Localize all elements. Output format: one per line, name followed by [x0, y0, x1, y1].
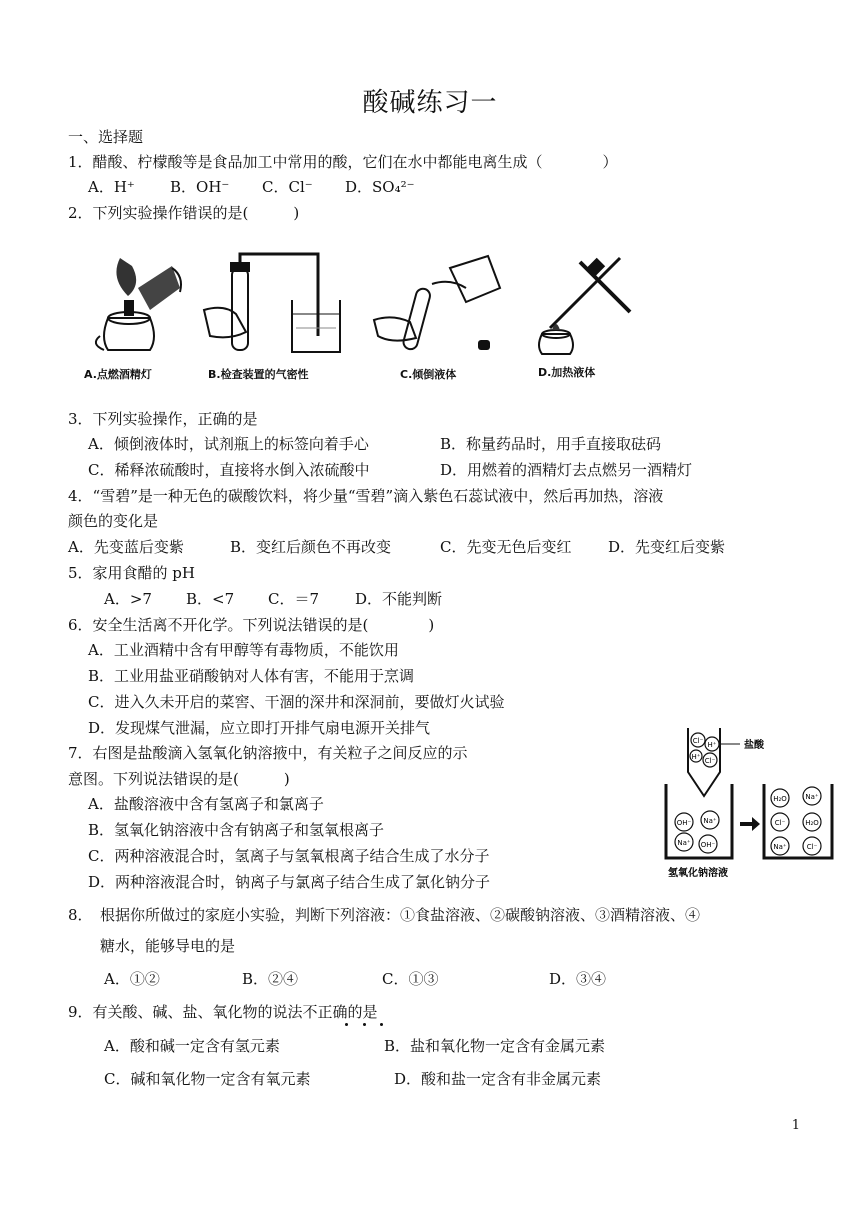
- neutralization-diagram: [660, 724, 840, 884]
- emphasis-dot: [345, 1023, 348, 1026]
- q4-option-b: B．变红后颜色不再改变: [230, 538, 392, 556]
- q5-option-c: C．＝7: [268, 590, 320, 608]
- q4-stem-line1: 4．“雪碧”是一种无色的碳酸饮料，将少量“雪碧”滴入紫色石蕊试液中，然后再加热，溶液: [68, 487, 664, 505]
- dropper-ion-1: Cl⁻: [692, 737, 704, 745]
- q2-stem: 2．下列实验操作错误的是( ): [68, 204, 300, 222]
- product-2: Na⁺: [805, 793, 819, 801]
- base-ion-4: OH⁻: [700, 841, 716, 849]
- product-6: Cl⁻: [806, 843, 818, 851]
- q1-option-b: B．OH⁻: [170, 178, 230, 196]
- lamp-lighting-illustration: [80, 248, 190, 363]
- product-4: H₂O: [805, 819, 819, 827]
- q1-stem: 1．醋酸、柠檬酸等是食品加工中常用的酸，它们在水中都能电离生成（ ）: [68, 153, 618, 171]
- q8-option-c: C．①③: [382, 970, 439, 988]
- base-label: 氢氧化钠溶液: [668, 868, 728, 879]
- q6-option-a: A．工业酒精中含有甲醇等有毒物质，不能饮用: [88, 641, 399, 659]
- q7-option-c: C．两种溶液混合时，氢离子与氢氧根离子结合生成了水分子: [88, 847, 490, 865]
- q9-option-a: A．酸和碱一定含有氢元素: [104, 1037, 280, 1055]
- emphasis-dot: [380, 1023, 383, 1026]
- pouring-liquid-illustration: [370, 248, 510, 363]
- q7-stem-line1: 7．右图是盐酸滴入氢氧化钠溶掖中，有关粒子之间反应的示: [68, 744, 468, 762]
- dropper-ion-3: H⁺: [691, 753, 701, 761]
- airtightness-check-illustration: [200, 248, 360, 363]
- base-ion-3: Na⁺: [677, 839, 691, 847]
- q5-stem: 5．家用食醋的 pH: [68, 564, 195, 582]
- q8-option-b: B．②④: [242, 970, 299, 988]
- q5-option-d: D．不能判断: [355, 590, 443, 608]
- q4-option-c: C．先变无色后变红: [440, 538, 572, 556]
- dropper-ion-4: Cl⁻: [704, 757, 716, 765]
- q1-option-d: D．SO₄²⁻: [345, 178, 415, 196]
- q8-stem-line2: 糖水，能够导电的是: [100, 937, 236, 955]
- q2-caption-c: C.倾倒液体: [400, 368, 457, 381]
- product-5: Na⁺: [773, 843, 787, 851]
- q7-option-d: D．两种溶液混合时，钠离子与氯离子结合生成了氯化钠分子: [88, 873, 491, 891]
- q3-option-a: A．倾倒液体时，试剂瓶上的标签向着手心: [88, 435, 369, 453]
- q3-option-b: B．称量药品时，用手直接取砝码: [440, 435, 662, 453]
- q7-stem-line2: 意图。下列说法错误的是( ): [68, 770, 290, 788]
- q7-option-a: A．盐酸溶液中含有氢离子和氯离子: [88, 795, 324, 813]
- q3-stem: 3．下列实验操作，正确的是: [68, 410, 258, 428]
- q1-option-c: C．Cl⁻: [262, 178, 313, 196]
- q7-option-b: B．氢氧化钠溶液中含有钠离子和氢氧根离子: [88, 821, 385, 839]
- product-3: Cl⁻: [774, 819, 786, 827]
- q9-option-c: C．碱和氧化物一定含有氧元素: [104, 1070, 311, 1088]
- page-title: 酸碱练习一: [362, 88, 498, 118]
- q8-option-a: A．①②: [104, 970, 160, 988]
- q8-option-d: D．③④: [549, 970, 607, 988]
- page-number: 1: [791, 1118, 800, 1133]
- q3-option-c: C．稀释浓硫酸时，直接将水倒入浓硫酸中: [88, 461, 370, 479]
- q4-stem-line2: 颜色的变化是: [68, 512, 159, 530]
- q6-option-d: D．发现煤气泄漏，应立即打开排气扇电源开关排气: [88, 719, 431, 737]
- base-ion-2: Na⁺: [703, 817, 717, 825]
- heating-liquid-illustration: [520, 248, 640, 363]
- q1-option-a: A．H⁺: [88, 178, 135, 196]
- q6-stem: 6．安全生活离不开化学。下列说法错误的是( ): [68, 616, 435, 634]
- q4-option-d: D．先变红后变紫: [608, 538, 726, 556]
- q9-option-b: B．盐和氧化物一定含有金属元素: [384, 1037, 606, 1055]
- q4-option-a: A．先变蓝后变紫: [68, 538, 184, 556]
- q6-option-b: B．工业用盐亚硝酸钠对人体有害，不能用于烹调: [88, 667, 415, 685]
- q6-option-c: C．进入久未开启的菜窖、干涸的深井和深洞前，要做灯火试验: [88, 693, 505, 711]
- dropper-ion-2: H⁺: [707, 741, 717, 749]
- q5-option-a: A．>7: [104, 590, 152, 608]
- q8-stem-line1: 8． 根据你所做过的家庭小实验，判断下列溶液：①食盐溶液、②碳酸钠溶液、③酒精溶液、④: [68, 906, 701, 924]
- q9-stem: 9．有关酸、碱、盐、氧化物的说法不正确的是: [68, 1003, 378, 1021]
- q2-caption-d: D.加热液体: [538, 366, 596, 379]
- arrow-icon: [740, 817, 760, 831]
- base-ion-1: OH⁻: [676, 819, 692, 827]
- q5-option-b: B．<7: [186, 590, 235, 608]
- q2-caption-b: B.检查装置的气密性: [208, 368, 309, 381]
- q3-option-d: D．用燃着的酒精灯去点燃另一酒精灯: [440, 461, 693, 479]
- product-1: H₂O: [773, 795, 787, 803]
- q9-option-d: D．酸和盐一定含有非金属元素: [394, 1070, 602, 1088]
- section-heading: 一、选择题: [68, 128, 144, 146]
- emphasis-dot: [363, 1023, 366, 1026]
- acid-label: 盐酸: [744, 740, 764, 751]
- q2-caption-a: A.点燃酒精灯: [84, 368, 152, 381]
